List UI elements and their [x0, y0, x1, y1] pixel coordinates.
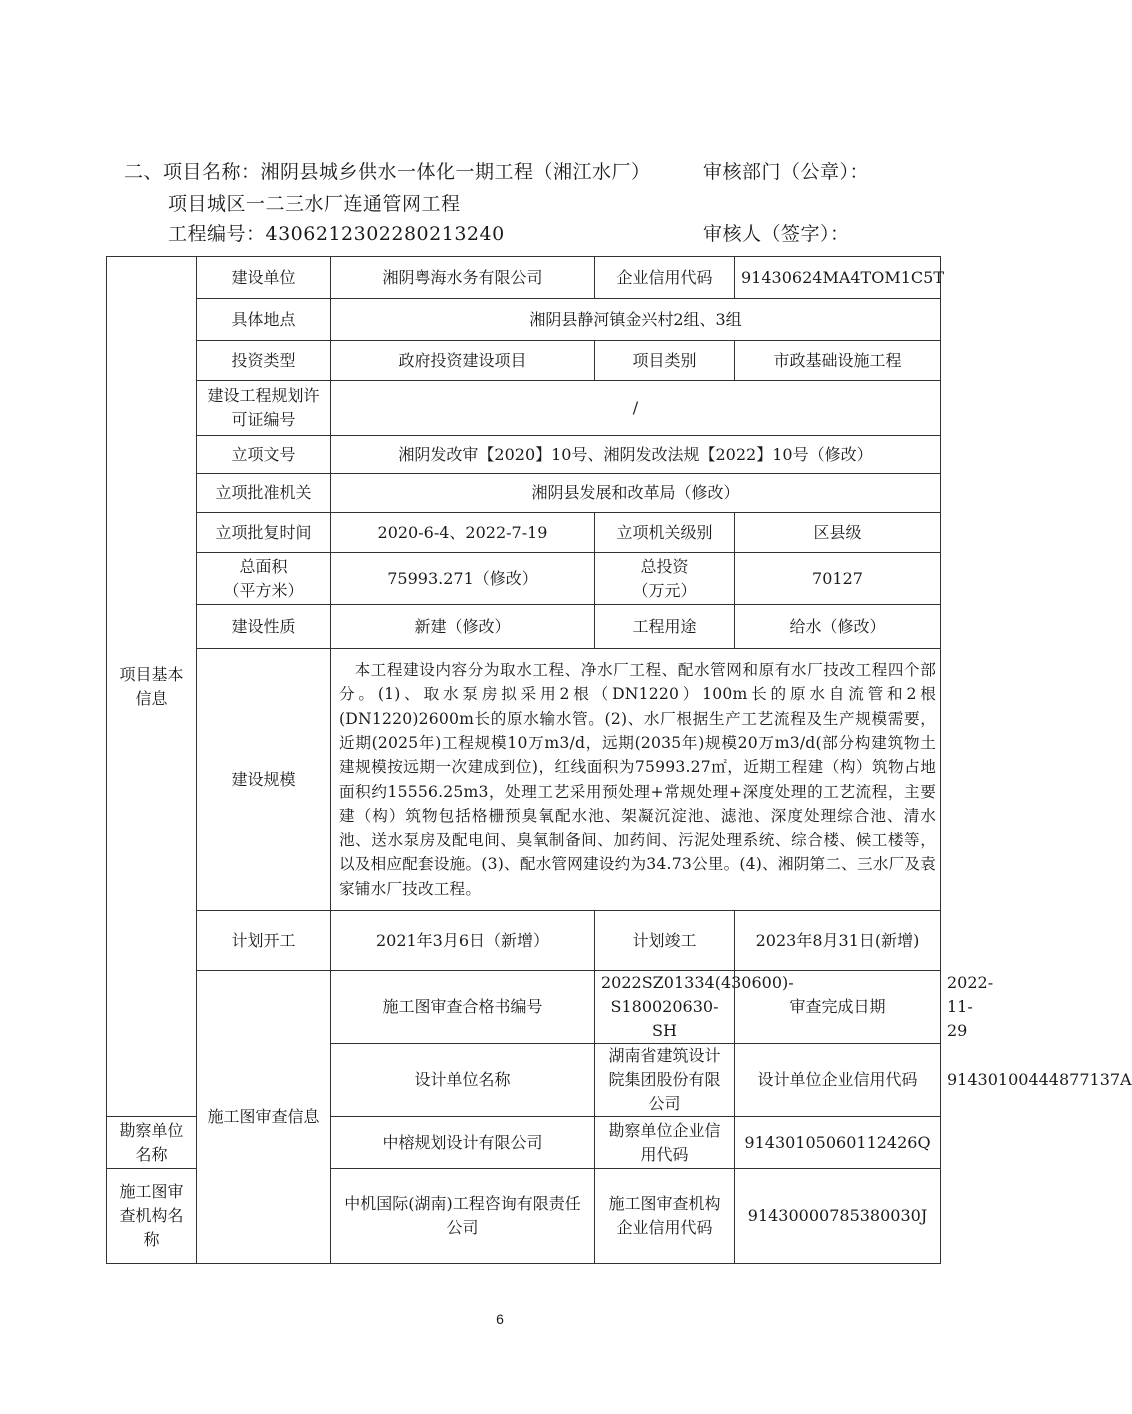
table-row: [107, 649, 941, 911]
table-row: [107, 605, 941, 649]
table-row: 设计单位名称 湖南省建筑设计院集团股份有限公司 设计单位企业信用代码 91430100444877137A: [107, 1044, 941, 1117]
location-label: 具体地点: [197, 299, 331, 341]
section-basic-info: 项目基本信息: [107, 257, 197, 1117]
reviewer-label: 审核人（签字）：: [703, 223, 850, 245]
table-row: 施工图审查信息 施工图审查合格书编号 2022SZ01334(430600)-S180020630-SH 审查完成日期 2022-11-29: [107, 971, 941, 1044]
construction-unit-label: 建设单位: [197, 257, 331, 299]
approval-doc-label: 立项文号: [197, 436, 331, 474]
approval-org-value: 湘阴县发展和改革局（修改）: [331, 474, 941, 513]
survey-credit-value: 91430105060112426Q: [735, 1117, 941, 1169]
review-org-credit-label: 施工图审查机构企业信用代码: [595, 1169, 735, 1264]
cert-number-value: 2022SZ01334(430600)-S180020630-SH: [595, 971, 735, 1044]
review-date-label: 审查完成日期: [735, 971, 941, 1044]
project-category-value: 市政基础设施工程: [735, 341, 941, 381]
scale-label: 建设规模: [197, 649, 331, 911]
project-name-line: 二、项目名称：湘阴县城乡供水一体化一期工程（湘江水厂）: [124, 161, 651, 183]
permit-label: 建设工程规划许可证编号: [197, 381, 331, 436]
table-row: [107, 341, 941, 381]
total-area-label: [197, 553, 331, 605]
total-investment-label-b: （万元）: [632, 580, 697, 600]
total-investment-label-a: 总投资: [640, 556, 689, 576]
table-row: [107, 381, 941, 436]
table-row: [107, 553, 941, 605]
review-org-label: 施工图审查机构名称: [107, 1169, 197, 1264]
approval-doc-value: 湘阴发改审【2020】10号、湘阴发改法规【2022】10号（修改）: [331, 436, 941, 474]
planned-start-label: 计划开工: [197, 911, 331, 971]
review-org-value: 中机国际(湖南)工程咨询有限责任公司: [331, 1169, 595, 1264]
design-credit-label: 设计单位企业信用代码: [735, 1044, 941, 1117]
planned-finish-label: 计划竣工: [595, 911, 735, 971]
project-name-line2: 项目城区一二三水厂连通管网工程: [168, 193, 461, 215]
table-row: [107, 513, 941, 553]
total-area-label-a: 总面积: [239, 556, 288, 576]
project-category-label: 项目类别: [595, 341, 735, 381]
usage-value: 给水（修改）: [735, 605, 941, 649]
design-unit-label: 设计单位名称: [331, 1044, 595, 1117]
total-area-label-b: （平方米）: [223, 580, 304, 600]
table-row: [107, 299, 941, 341]
location-value: 湘阴县静河镇金兴村2组、3组: [331, 299, 941, 341]
construction-unit-value: 湘阴粤海水务有限公司: [331, 257, 595, 299]
planned-finish-value: 2023年8月31日(新增): [735, 911, 941, 971]
total-investment-value: 70127: [735, 553, 941, 605]
approval-level-value: 区县级: [735, 513, 941, 553]
approval-level-label: 立项机关级别: [595, 513, 735, 553]
project-code-line: 工程编号：4306212302280213240: [168, 223, 505, 245]
permit-value: /: [331, 381, 941, 436]
table-row: [107, 436, 941, 474]
review-org-credit-value: 91430000785380030J: [735, 1169, 941, 1264]
table-row: [107, 911, 941, 971]
nature-value: 新建（修改）: [331, 605, 595, 649]
investment-type-label: 投资类型: [197, 341, 331, 381]
approval-time-label: 立项批复时间: [197, 513, 331, 553]
credit-code-value: 91430624MA4TOM1C5T: [735, 257, 941, 299]
table-row: [107, 474, 941, 513]
section-drawing-review: 施工图审查信息: [197, 971, 331, 1264]
survey-unit-value: 中榕规划设计有限公司: [331, 1117, 595, 1169]
usage-label: 工程用途: [595, 605, 735, 649]
approval-org-label: 立项批准机关: [197, 474, 331, 513]
nature-label: 建设性质: [197, 605, 331, 649]
planned-start-value: 2021年3月6日（新增）: [331, 911, 595, 971]
survey-credit-label: 勘察单位企业信用代码: [595, 1117, 735, 1169]
cert-number-label: 施工图审查合格书编号: [331, 971, 595, 1044]
scale-value: 本工程建设内容分为取水工程、净水厂工程、配水管网和原有水厂技改工程四个部分。(1)、取水泵房拟采用2根（DN1220）100m长的原水自流管和2根(DN1220)2600m长的原水输水管。(2)、水厂根据生产工艺流程及生产规模需要，近期(2025年)工程规模10万m3/d，远期(2035年)规模20万m3/d(部分构建筑物土建规模按远期一次建成到位)，红线面积为75993.27㎡，近期工程建（构）筑物占地面积约15556.25m3，处理工艺采用预处理+常规处理+深度处理的工艺流程，主要建（构）筑物包括格栅预臭氧配水池、架凝沉淀池、滤池、深度处理综合池、清水池、送水泵房及配电间、臭氧制备间、加药间、污泥处理系统、综合楼、候工楼等， 以及相应配套设施。(3)、配水管网建设约为34.73公里。(4)、湘阴第二、三水厂及袁家铺水厂技改工程。: [339, 660, 936, 898]
credit-code-label: 企业信用代码: [595, 257, 735, 299]
table-row: [107, 257, 941, 299]
scale-cell: [331, 649, 941, 911]
audit-dept-label: 审核部门（公章）：: [703, 161, 870, 183]
total-area-value: 75993.271（修改）: [331, 553, 595, 605]
project-info-table: [106, 256, 1132, 1264]
total-investment-label: [595, 553, 735, 605]
approval-time-value: 2020-6-4、2022-7-19: [331, 513, 595, 553]
investment-type-value: 政府投资建设项目: [331, 341, 595, 381]
design-unit-value: 湖南省建筑设计院集团股份有限公司: [595, 1044, 735, 1117]
page-number: 6: [496, 1311, 504, 1327]
survey-unit-label: 勘察单位名称: [107, 1117, 197, 1169]
